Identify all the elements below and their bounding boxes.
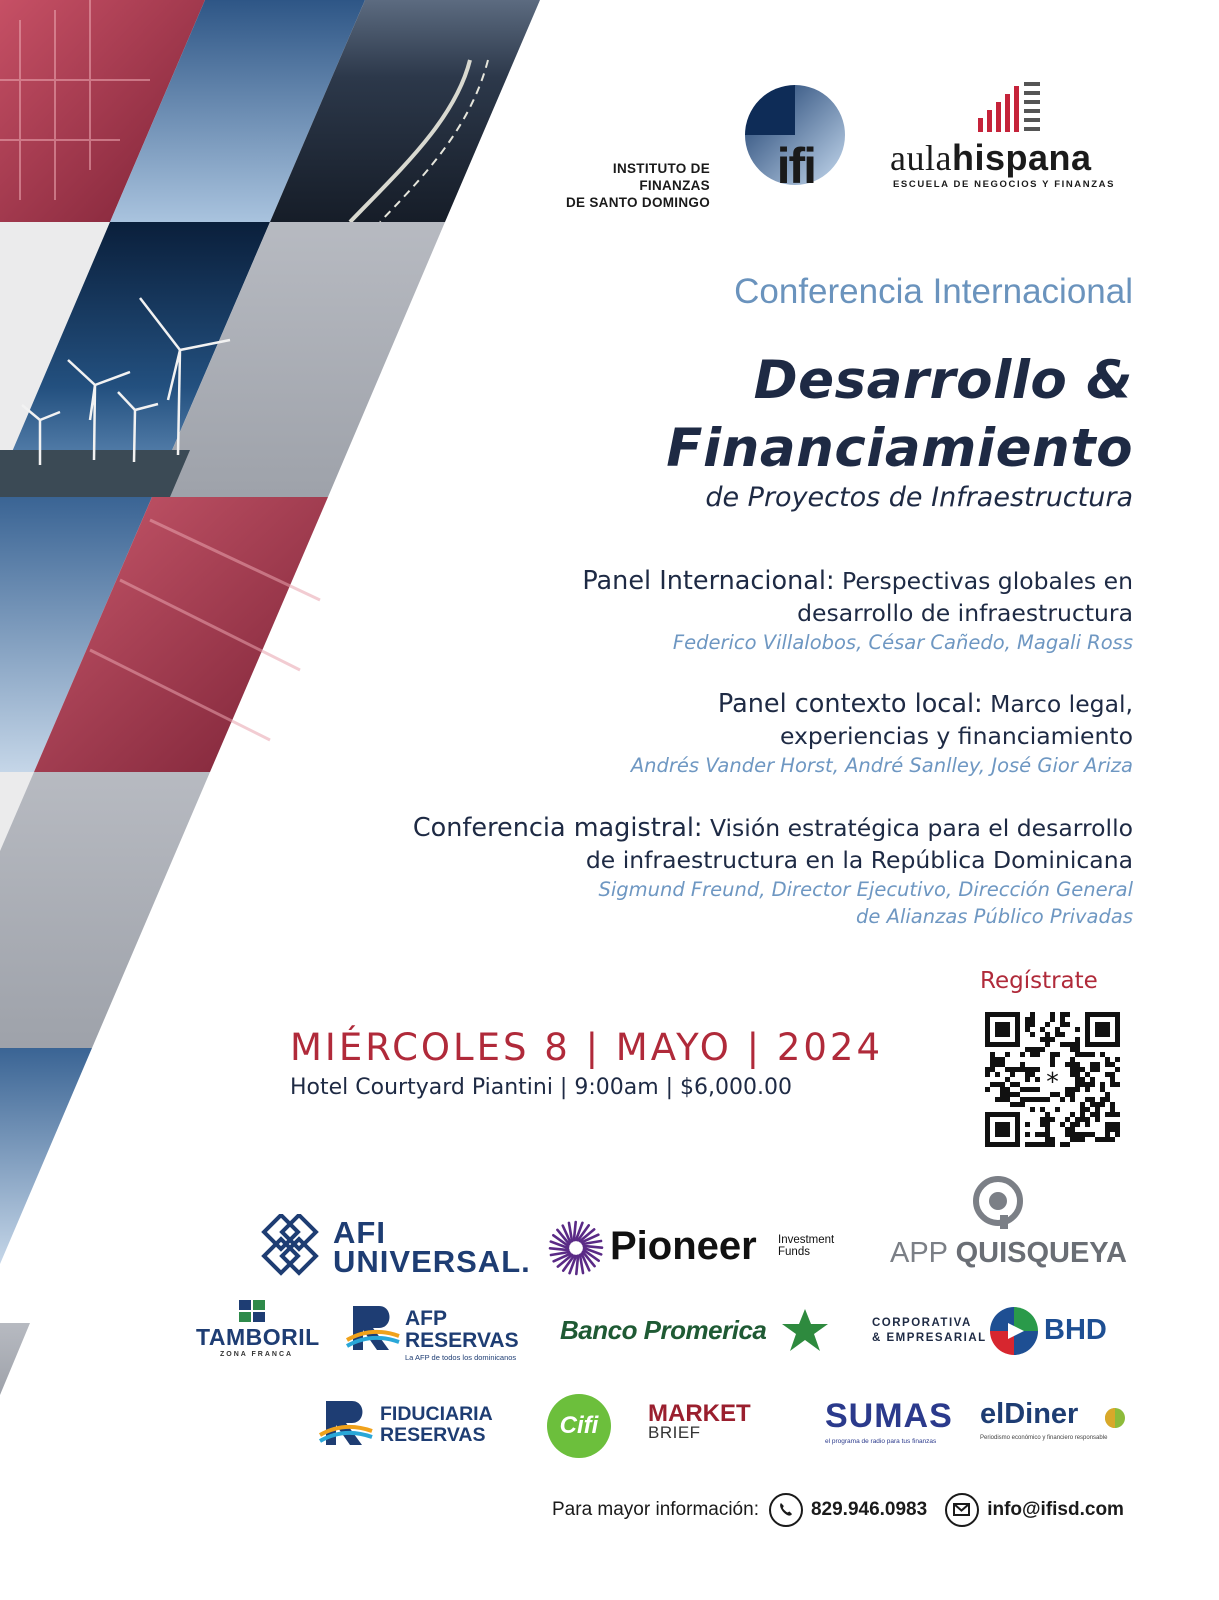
app-b: QUISQUEYA xyxy=(955,1237,1127,1269)
panel-topic-line2: experiencias y financiamiento xyxy=(779,722,1133,750)
bhd-sub1: CORPORATIVA xyxy=(872,1317,972,1329)
contact-bar xyxy=(552,1490,1124,1530)
afi-knot-icon xyxy=(255,1214,325,1276)
dinero-sub: Periodismo económico y financiero responsable xyxy=(980,1435,1108,1441)
bhd-sub2: & EMPRESARIAL xyxy=(872,1332,987,1344)
panel-label: Panel Internacional: xyxy=(582,566,835,596)
sponsor-sumas xyxy=(825,1397,955,1452)
afp-line2: RESERVAS xyxy=(405,1329,519,1352)
sponsor-fiduciaria-reservas xyxy=(318,1395,518,1455)
afp-line1: AFP xyxy=(405,1307,447,1330)
tamboril-sub: ZONA FRANCA xyxy=(220,1351,294,1358)
aula-hispana-logo xyxy=(890,82,1130,192)
contact-label: Para mayor información: xyxy=(552,1499,759,1520)
event-venue: Hotel Courtyard Piantini | 9:00am | $6,000.00 xyxy=(290,1075,793,1100)
afi-line2: UNIVERSAL. xyxy=(333,1244,531,1279)
fid-line1: FIDUCIARIA xyxy=(380,1403,493,1425)
contact-email[interactable]: info@ifisd.com xyxy=(987,1499,1124,1520)
reservas-r-icon xyxy=(345,1302,403,1360)
afi-line1: AFI xyxy=(333,1215,386,1250)
sponsor-market-brief xyxy=(648,1402,778,1447)
contact-phone[interactable]: 829.946.0983 xyxy=(810,1499,928,1520)
panel-topic: Perspectivas globales en xyxy=(834,567,1133,595)
app-q-icon xyxy=(970,1175,1026,1231)
panel-label: Conferencia magistral: xyxy=(412,813,703,843)
panel-speakers-line2: de Alianzas Público Privadas xyxy=(856,905,1133,928)
market-wordmark: MARKET xyxy=(648,1400,751,1427)
sponsor-afi-universal xyxy=(255,1212,531,1282)
svg-text:*: * xyxy=(1046,1067,1059,1096)
sponsor-app-quisqueya xyxy=(890,1175,1130,1275)
sumas-sub: el programa de radio para tus finanzas xyxy=(825,1438,937,1445)
keynote xyxy=(413,812,1133,930)
dinero-b: Diner xyxy=(1004,1398,1079,1430)
main-subtitle: de Proyectos de Infraestructura xyxy=(705,482,1133,513)
panel-speakers: Sigmund Freund, Director Ejecutivo, Dirección General xyxy=(598,878,1133,901)
aula-hispana-wordmark xyxy=(890,137,1092,179)
sponsor-cifi xyxy=(545,1392,613,1460)
ifi-name xyxy=(565,160,710,211)
afp-sub: La AFP de todos los dominicanos xyxy=(405,1353,517,1362)
ifi-name-line2: DE SANTO DOMINGO xyxy=(565,195,710,210)
panel-topic: Marco legal, xyxy=(982,690,1133,718)
sponsor-bhd xyxy=(872,1305,1122,1360)
mail-icon xyxy=(945,1493,979,1527)
app-a: APP xyxy=(890,1237,956,1269)
sumas-wordmark: SUMAS xyxy=(825,1397,953,1435)
fid-line2: RESERVAS xyxy=(380,1424,486,1446)
panel-topic-line2: de infraestructura en la República Dominicana xyxy=(585,846,1133,874)
pioneer-wordmark: Pioneer xyxy=(610,1224,757,1268)
panel-label: Panel contexto local: xyxy=(717,689,983,719)
sponsor-afp-reservas xyxy=(345,1300,535,1365)
panel-topic-line2: desarrollo de infraestructura xyxy=(797,599,1133,627)
sponsor-el-dinero xyxy=(980,1398,1130,1453)
aula-word-a: aula xyxy=(890,138,952,178)
panel-speakers: Federico Villalobos, César Cañedo, Magali Ross xyxy=(672,631,1133,654)
ifi-wordmark: ifi xyxy=(776,138,815,194)
promerica-star-icon xyxy=(782,1309,828,1351)
dinero-a: el xyxy=(980,1398,1005,1430)
panel-topic: Visión estratégica para el desarrollo xyxy=(702,814,1133,842)
cifi-wordmark: Cifi xyxy=(559,1412,599,1439)
tamboril-squares-icon xyxy=(239,1300,265,1322)
aula-hispana-tagline: ESCUELA DE NEGOCIOS Y FINANZAS xyxy=(893,179,1116,190)
register-qr-code-icon[interactable] xyxy=(985,1012,1120,1147)
tamboril-wordmark: TAMBORIL xyxy=(196,1324,320,1350)
bhd-pinwheel-icon xyxy=(988,1305,1040,1357)
main-title-line2: Financiamiento xyxy=(666,418,1133,479)
whatsapp-icon xyxy=(769,1493,803,1527)
event-date: MIÉRCOLES 8 | MAYO | 2024 xyxy=(290,1026,884,1069)
el-dinero-coin-icon xyxy=(1104,1407,1126,1429)
pioneer-sub1: Investment xyxy=(778,1234,835,1246)
sponsor-banco-promerica xyxy=(560,1305,840,1355)
ifi-logo xyxy=(565,80,850,210)
promerica-wordmark: Banco Promerica xyxy=(560,1315,767,1345)
panel-international xyxy=(582,565,1133,656)
conference-kicker: Conferencia Internacional xyxy=(734,272,1133,311)
ifi-name-line1: INSTITUTO DE FINANZAS xyxy=(612,161,710,193)
pioneer-sub2: Funds xyxy=(778,1246,810,1258)
main-title-line1: Desarrollo & xyxy=(753,350,1133,411)
brief-wordmark: BRIEF xyxy=(648,1423,701,1442)
sponsor-pioneer xyxy=(548,1218,858,1278)
sponsor-tamboril xyxy=(196,1300,321,1362)
aula-word-b: hispana xyxy=(951,137,1092,178)
register-label: Regístrate xyxy=(980,968,1098,994)
bar-chart-logo-icon xyxy=(978,82,1048,132)
panel-local xyxy=(631,688,1133,779)
reservas-r-icon xyxy=(318,1397,376,1455)
bhd-wordmark: BHD xyxy=(1044,1314,1107,1346)
pioneer-burst-icon xyxy=(548,1220,604,1276)
panel-speakers: Andrés Vander Horst, André Sanlley, José Gior Ariza xyxy=(630,754,1133,777)
